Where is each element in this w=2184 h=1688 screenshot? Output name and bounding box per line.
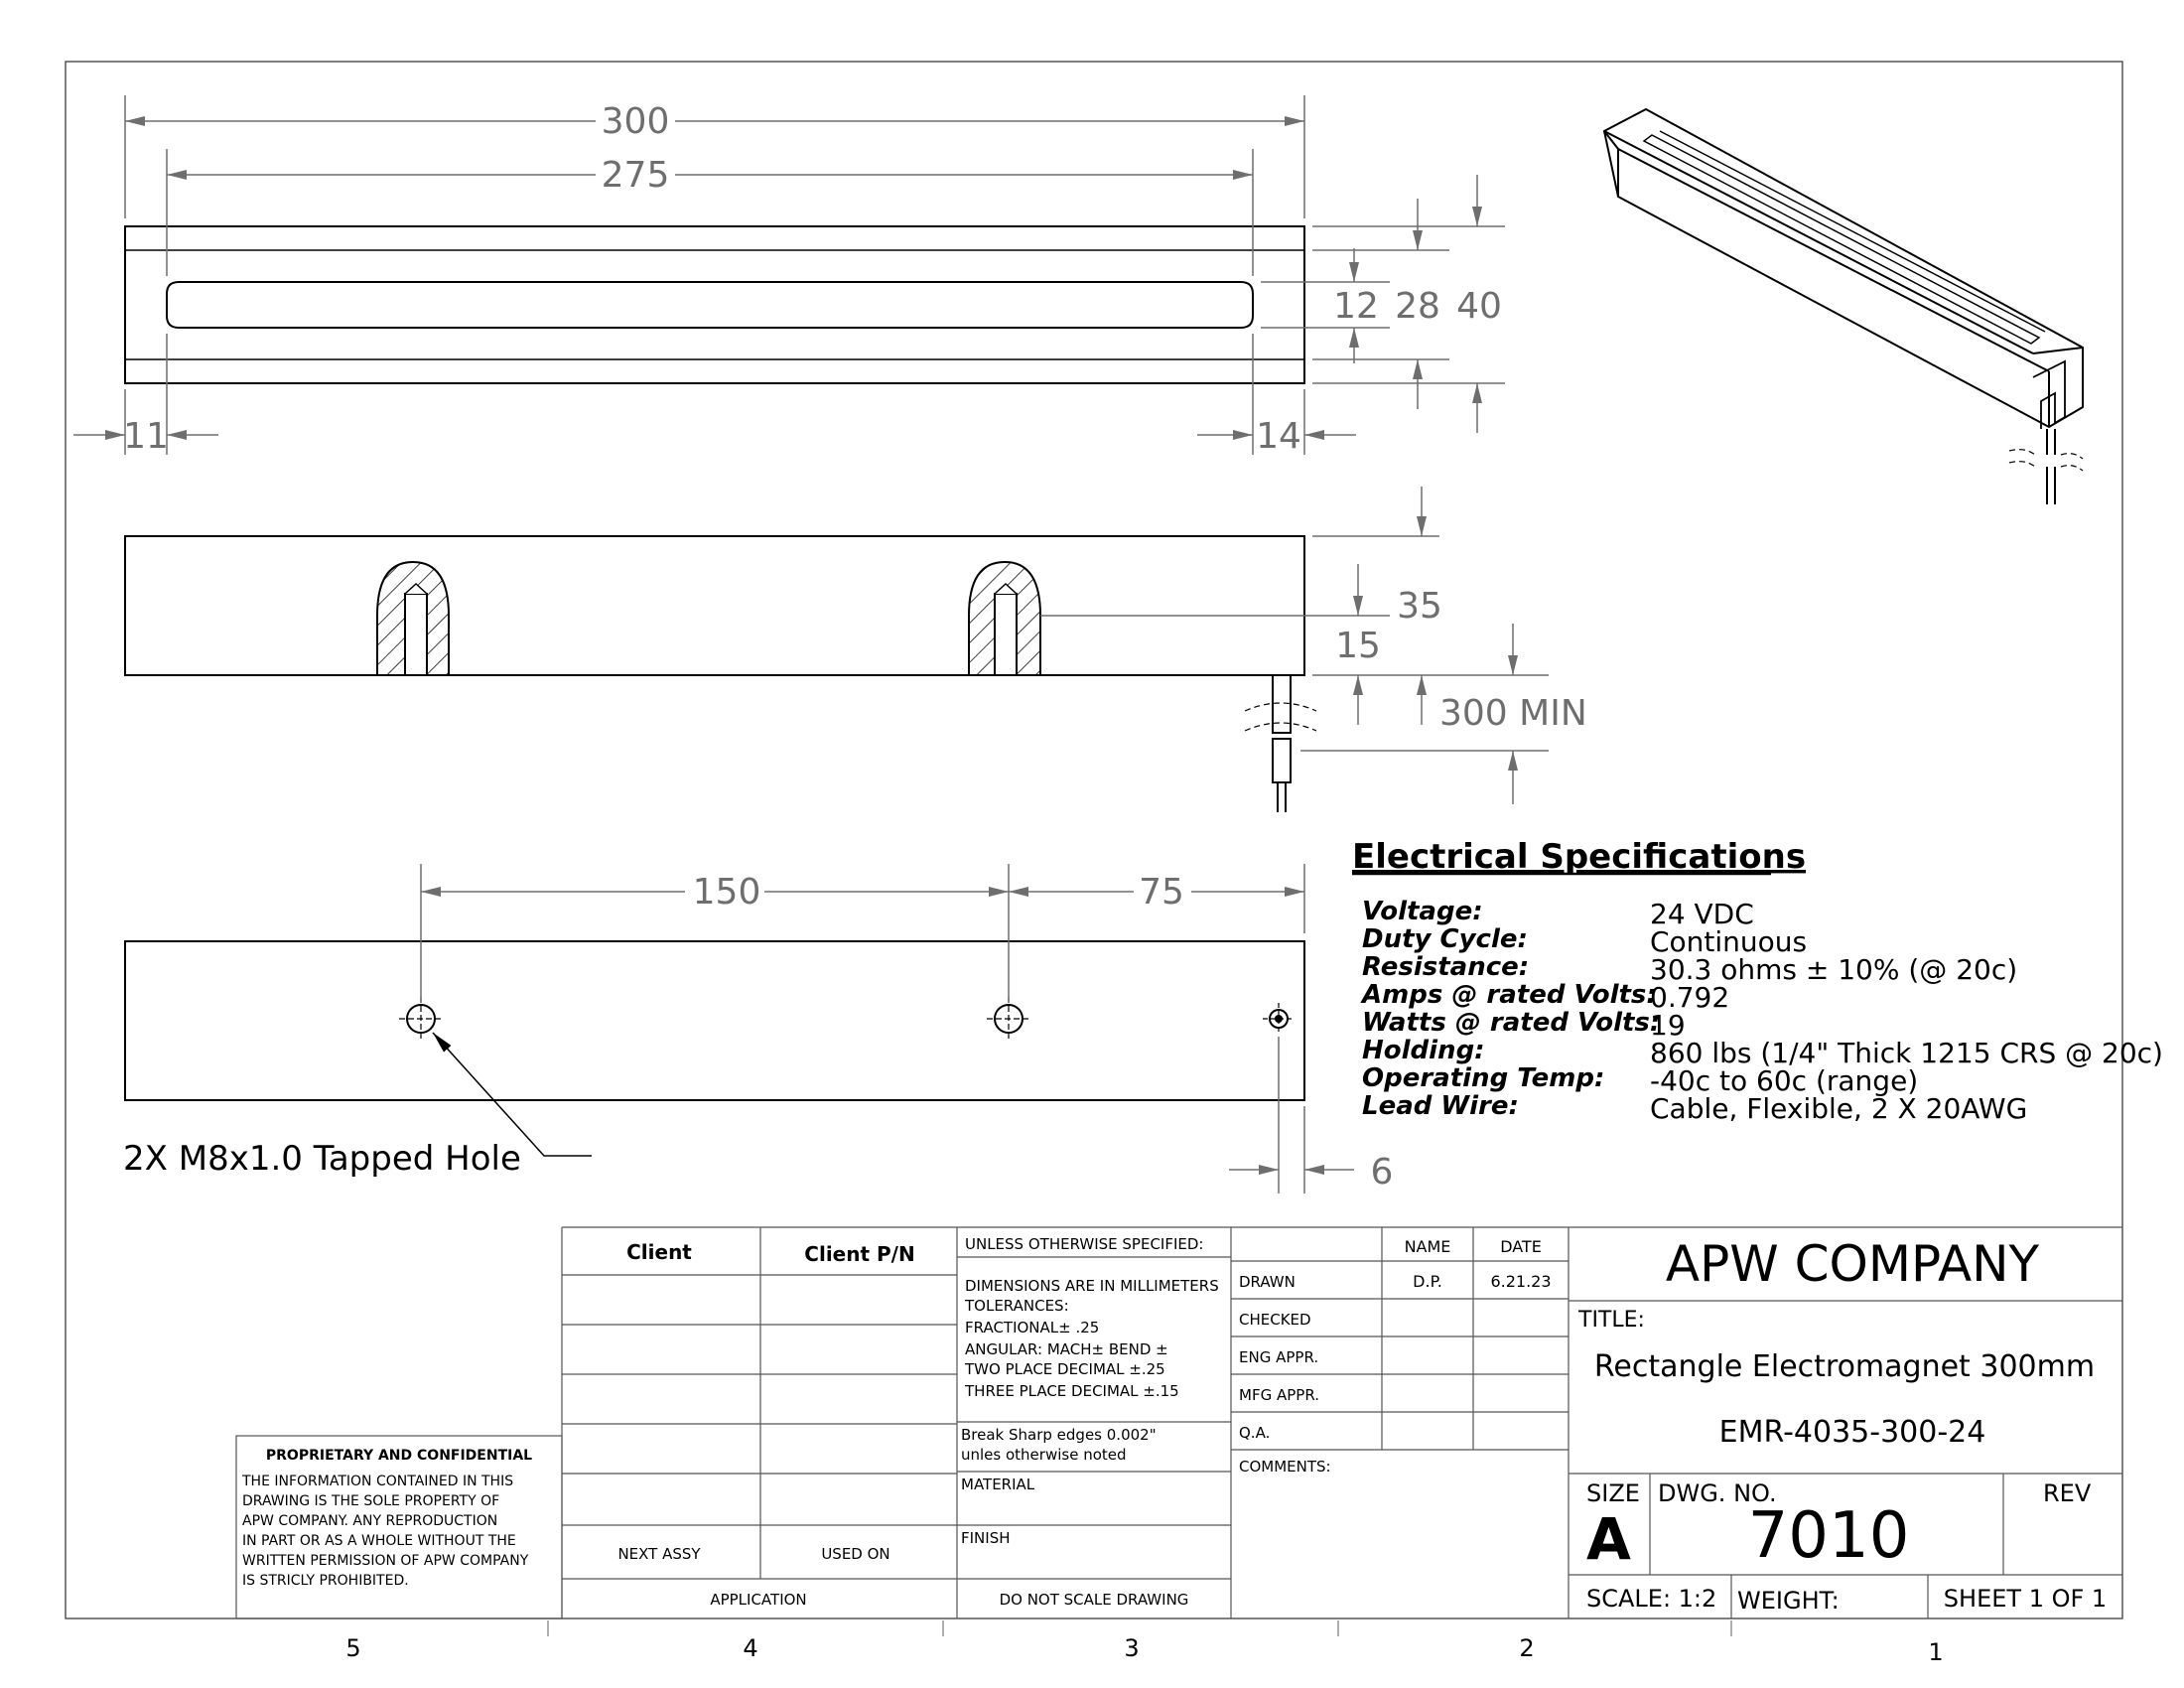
spec-label: Operating Temp: <box>1362 1063 1605 1093</box>
dim-tap-center: 15 <box>1335 626 1381 666</box>
company-name: APW COMPANY <box>1665 1235 2040 1293</box>
front-view <box>125 487 1587 812</box>
sheet-label: SHEET 1 OF 1 <box>1943 1585 2108 1613</box>
dwg-no: 7010 <box>1747 1499 1910 1573</box>
zone-label: 2 <box>1519 1634 1535 1662</box>
spec-label: Lead Wire: <box>1362 1091 1519 1121</box>
spec-value: 860 lbs (1/4" Thick 1215 CRS @ 20c) <box>1650 1037 2163 1069</box>
unles-noted: unles otherwise noted <box>961 1446 1127 1464</box>
rev-label: REV <box>2043 1479 2092 1507</box>
spec-label: Holding: <box>1362 1036 1485 1065</box>
dim-hole-edge: 75 <box>1139 872 1184 913</box>
dim-hole-spacing: 150 <box>692 872 761 913</box>
spec-label: Duty Cycle: <box>1362 924 1528 954</box>
dim-lead-min: 300 MIN <box>1439 693 1587 734</box>
proprietary-line: IS STRICLY PROHIBITED. <box>242 1573 409 1589</box>
dim-slot-length: 275 <box>601 155 670 196</box>
break-edges: Break Sharp edges 0.002" <box>961 1426 1157 1444</box>
three-place-tol: THREE PLACE DECIMAL ±.15 <box>965 1382 1179 1400</box>
spec-value: -40c to 60c (range) <box>1650 1064 1919 1097</box>
dim-depth: 35 <box>1397 586 1442 627</box>
unless-specified: UNLESS OTHERWISE SPECIFIED: <box>965 1235 1204 1253</box>
zone-label: 3 <box>1124 1634 1140 1662</box>
electrical-specifications <box>1352 837 2163 1125</box>
material-label: MATERIAL <box>961 1476 1035 1493</box>
client-pn-header: Client P/N <box>804 1242 915 1266</box>
spec-value: Continuous <box>1650 925 1808 958</box>
spec-label: Resistance: <box>1362 952 1530 982</box>
drawn-date: 6.21.23 <box>1490 1272 1552 1291</box>
comments-label: COMMENTS: <box>1239 1458 1331 1476</box>
fractional-tol: FRACTIONAL± .25 <box>965 1319 1100 1336</box>
zone-label: 5 <box>345 1634 361 1662</box>
eng-appr-label: ENG APPR. <box>1239 1348 1319 1366</box>
hole-callout: 2X M8x1.0 Tapped Hole <box>123 1139 521 1179</box>
two-place-tol: TWO PLACE DECIMAL ±.25 <box>965 1360 1165 1378</box>
date-header: DATE <box>1500 1237 1542 1256</box>
do-not-scale: DO NOT SCALE DRAWING <box>999 1591 1189 1609</box>
title-label: TITLE: <box>1578 1308 1645 1333</box>
dim-height-inner: 12 <box>1333 286 1379 327</box>
dim-offset-right: 14 <box>1256 416 1301 457</box>
proprietary-line: WRITTEN PERMISSION OF APW COMPANY <box>242 1553 529 1569</box>
dwg-no-label: DWG. NO. <box>1658 1479 1777 1507</box>
size-value: A <box>1586 1505 1631 1573</box>
dims-mm: DIMENSIONS ARE IN MILLIMETERS <box>965 1277 1219 1295</box>
scale-label: SCALE: 1:2 <box>1586 1585 1717 1613</box>
bottom-view <box>123 864 1393 1194</box>
zone-markers <box>345 1620 1943 1666</box>
spec-value: 24 VDC <box>1650 898 1754 930</box>
dim-height-mid: 28 <box>1395 286 1440 327</box>
qa-label: Q.A. <box>1239 1424 1271 1442</box>
proprietary-title: PROPRIETARY AND CONFIDENTIAL <box>265 1448 533 1464</box>
title-block-text <box>241 1235 2107 1615</box>
weight-label: WEIGHT: <box>1737 1587 1840 1615</box>
part-number: EMR-4035-300-24 <box>1718 1415 1986 1450</box>
specs-title: Electrical Specifications <box>1352 837 1807 877</box>
dim-lead-offset: 6 <box>1370 1152 1394 1193</box>
next-assy-label: NEXT ASSY <box>617 1545 701 1563</box>
spec-value: 30.3 ohms ± 10% (@ 20c) <box>1650 953 2018 986</box>
mfg-appr-label: MFG APPR. <box>1239 1386 1319 1404</box>
client-header: Client <box>626 1240 692 1264</box>
spec-value: 19 <box>1650 1009 1686 1042</box>
application-label: APPLICATION <box>710 1591 807 1609</box>
drawn-name: D.P. <box>1413 1272 1442 1291</box>
used-on-label: USED ON <box>821 1545 890 1563</box>
dim-height-total: 40 <box>1456 286 1502 327</box>
zone-label: 4 <box>743 1634 758 1662</box>
drawn-label: DRAWN <box>1239 1273 1296 1291</box>
angular-tol: ANGULAR: MACH± BEND ± <box>965 1340 1168 1358</box>
spec-label: Amps @ rated Volts: <box>1362 980 1657 1010</box>
size-label: SIZE <box>1586 1479 1640 1507</box>
proprietary-line: THE INFORMATION CONTAINED IN THIS <box>242 1474 514 1489</box>
proprietary-line: IN PART OR AS A WHOLE WITHOUT THE <box>242 1533 516 1549</box>
proprietary-line: DRAWING IS THE SOLE PROPERTY OF <box>242 1493 500 1509</box>
zone-label: 1 <box>1928 1638 1944 1666</box>
dim-overall-length: 300 <box>601 101 670 142</box>
tolerances-label: TOLERANCES: <box>965 1297 1069 1315</box>
spec-value: Cable, Flexible, 2 X 20AWG <box>1650 1092 2028 1125</box>
dim-offset-left: 11 <box>123 416 169 457</box>
proprietary-line: APW COMPANY. ANY REPRODUCTION <box>242 1513 498 1529</box>
finish-label: FINISH <box>961 1529 1011 1547</box>
spec-value: 0.792 <box>1650 981 1730 1014</box>
drawing-title: Rectangle Electromagnet 300mm <box>1593 1349 2096 1384</box>
top-view <box>73 95 1505 457</box>
name-header: NAME <box>1404 1237 1451 1256</box>
spec-label: Voltage: <box>1362 897 1483 926</box>
isometric-view <box>1604 109 2083 504</box>
checked-label: CHECKED <box>1239 1311 1311 1329</box>
spec-label: Watts @ rated Volts: <box>1362 1008 1661 1038</box>
